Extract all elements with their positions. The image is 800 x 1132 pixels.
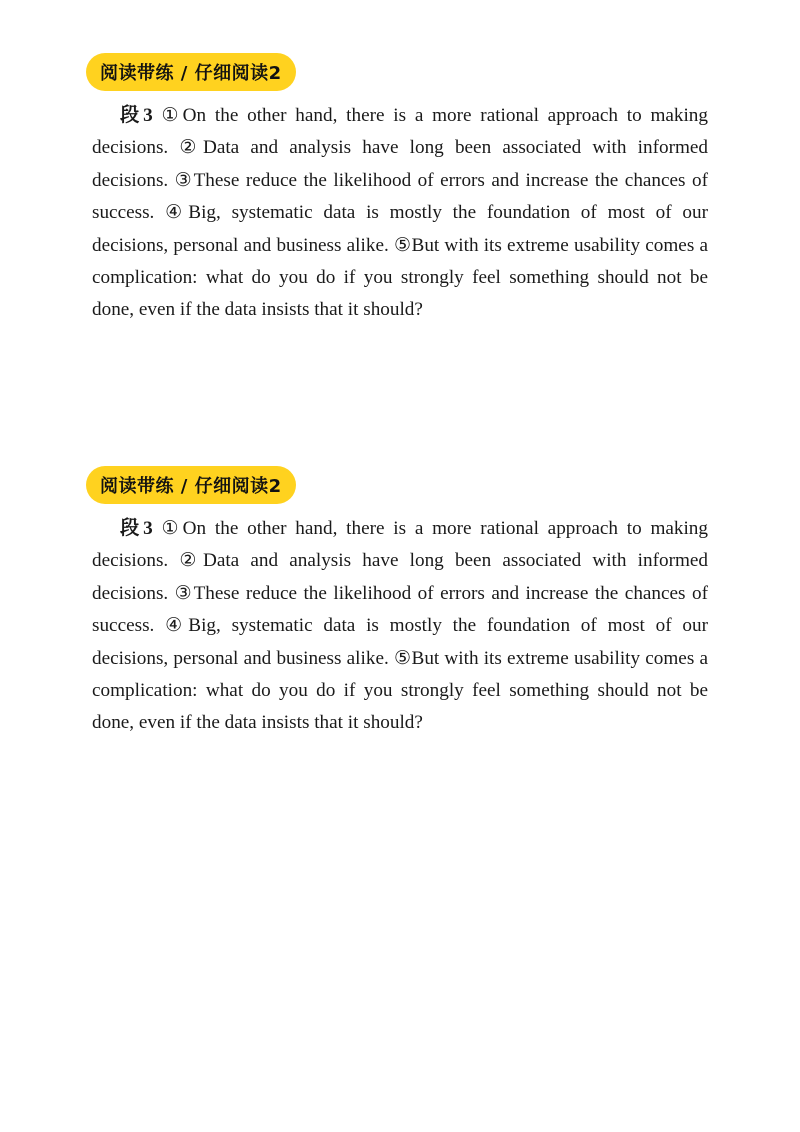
section-header-text: 阅读带练 / 仔细阅读2	[100, 63, 282, 84]
paragraph-text: ①On the other hand, there is a more rational approach to making decisions. ②Data and analysis have long been associated with informed decisions. ③These reduce the likelihood of errors and increase the chances of success. ④Big, systematic data is mostly the foundation of most of our decisions, personal and business alike. ⑤But with its extreme usability comes a complication: what do you do if you strongly feel something should not be done, even if the data insists that it should?	[92, 518, 708, 734]
paragraph-label: 段3	[120, 518, 153, 539]
section-header-badge	[86, 466, 296, 504]
paragraph	[92, 100, 708, 327]
section-header-badge	[86, 53, 296, 91]
section-header-text: 阅读带练 / 仔细阅读2	[100, 476, 282, 497]
paragraph	[92, 513, 708, 740]
paragraph-label: 段3	[120, 105, 153, 126]
paragraph-text: ①On the other hand, there is a more rational approach to making decisions. ②Data and analysis have long been associated with informed decisions. ③These reduce the likelihood of errors and increase the chances of success. ④Big, systematic data is mostly the foundation of most of our decisions, personal and business alike. ⑤But with its extreme usability comes a complication: what do you do if you strongly feel something should not be done, even if the data insists that it should?	[92, 105, 708, 321]
